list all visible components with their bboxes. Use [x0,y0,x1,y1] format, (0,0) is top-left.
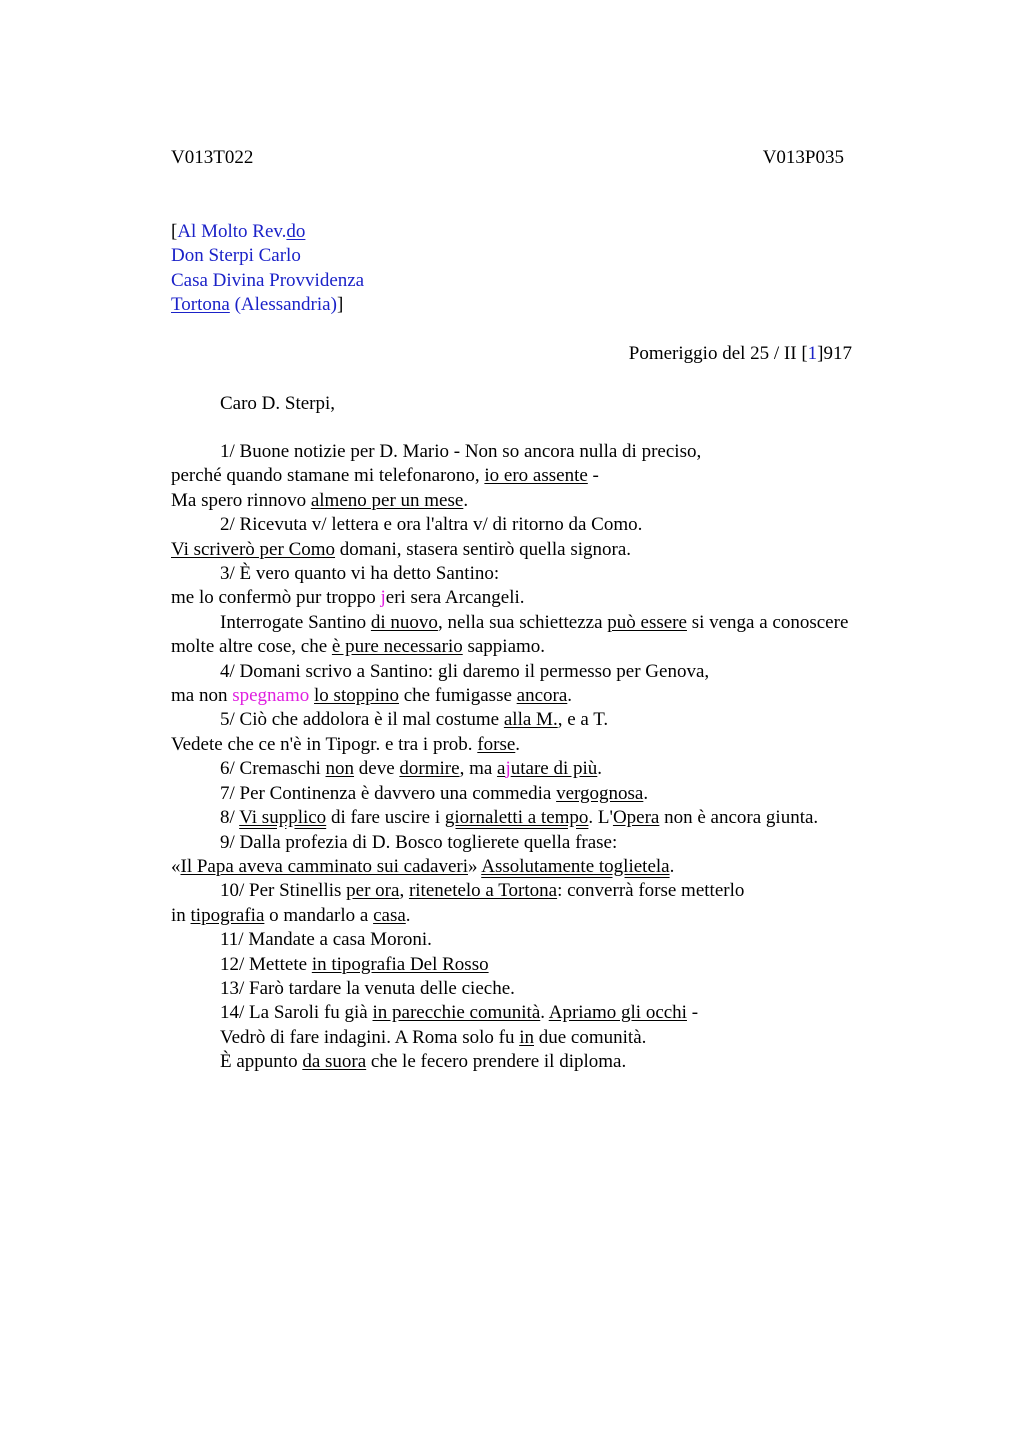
body-line: 1/ Buone notizie per D. Mario - Non so ancora nulla di preciso, [220,441,702,462]
body-line: È appunto da suora che le fecero prendere il diploma. [220,1051,627,1073]
body-line: 10/ Per Stinellis per ora, ritenetelo a Tortona: converrà forse metterlo [220,880,745,902]
body-line: 13/ Farò tardare la venuta delle cieche. [220,977,515,999]
body-line: 14/ La Saroli fu già in parecchie comunità. Apriamo gli occhi - [220,1002,699,1024]
body-line: 7/ Per Continenza è davvero una commedia vergognosa. [220,782,649,804]
body-line: molte altre cose, che è pure necessario sappiamo. [171,636,546,658]
right-doc-id: V013P035 [762,147,844,168]
greeting: Caro D. Sterpi, [220,393,336,414]
address-line-2: Don Sterpi Carlo [171,245,301,267]
body-line: 2/ Ricevuta v/ lettera e ora l'altra v/ di ritorno da Como. [220,514,643,536]
body-line: me lo confermò pur troppo jeri sera Arcangeli. [171,587,525,609]
letter-date: Pomeriggio del 25 / II [1]917 [628,343,852,364]
body-line: 5/ Ciò che addolora è il mal costume alla M., e a T. [220,709,609,731]
body-line: 12/ Mettete in tipografia Del Rosso [220,953,489,975]
body-line: perché quando stamane mi telefonarono, io ero assente - [171,465,599,487]
body-line: Vi scriverò per Como domani, stasera sentirò quella signora. [171,538,632,560]
address-line-1: [Al Molto Rev.do [171,221,306,242]
body-line: ma non spegnamo lo stoppino che fumigasse ancora. [171,685,573,707]
body-line: 9/ Dalla profezia di D. Bosco toglierete quella frase: [220,831,618,853]
body-line: Vedete che ce n'è in Tipogr. e tra i prob. forse. [171,733,521,755]
document-ids [171,146,844,170]
body-line: 11/ Mandate a casa Moroni. [220,929,432,951]
address-line-3: Casa Divina Provvidenza [171,269,365,291]
left-doc-id: V013T022 [171,147,254,168]
address-block [171,220,364,318]
body-line: 4/ Domani scrivo a Santino: gli daremo il permesso per Genova, [220,660,710,682]
body-line: Vedrò di fare indagini. A Roma solo fu in due comunità. [220,1026,647,1048]
body-line: in tipografia o mandarlo a casa. [171,904,411,926]
letter-body [171,440,911,1075]
address-line-4: Tortona (Alessandria)] [171,294,344,316]
body-line: 6/ Cremaschi non deve dormire, ma ajutare di più. [220,758,603,780]
body-line: 8/ Vi supplico di fare uscire i giornaletti a tempo. L'Opera non è ancora giunta. [220,807,819,829]
body-line: Interrogate Santino di nuovo, nella sua schiettezza può essere si venga a conoscere [220,611,849,633]
body-line: Ma spero rinnovo almeno per un mese. [171,489,469,511]
body-line: 3/ È vero quanto vi ha detto Santino: [220,563,500,585]
body-line: «Il Papa aveva camminato sui cadaveri» Assolutamente toglietela. [171,855,675,877]
